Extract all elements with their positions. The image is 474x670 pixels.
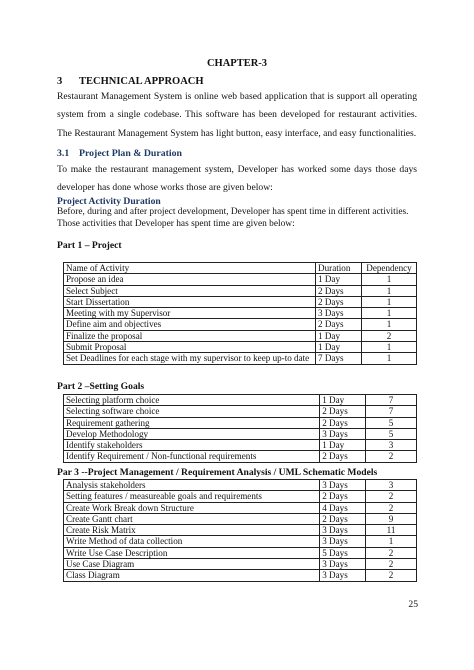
part2-table xyxy=(63,394,417,463)
table-row xyxy=(64,330,417,341)
duration-cell: 3 Days xyxy=(320,559,366,570)
activity-cell: Analysis stakeholders xyxy=(64,480,320,491)
subsection-title: Project Plan & Duration xyxy=(79,148,182,159)
dependency-cell: 2 xyxy=(366,451,417,462)
table-row xyxy=(64,296,417,307)
duration-cell: 3 Days xyxy=(320,570,366,581)
activity-cell: Create Gantt chart xyxy=(64,513,320,524)
duration-cell: 2 Days xyxy=(320,451,366,462)
dependency-cell: 2 xyxy=(362,330,417,341)
part3-table xyxy=(63,479,417,582)
activity-cell: Finalize the proposal xyxy=(64,330,316,341)
dependency-cell: 5 xyxy=(366,417,417,428)
duration-cell: 1 Day xyxy=(316,342,362,353)
table-row xyxy=(64,547,417,558)
section-number: 3 xyxy=(57,76,63,87)
duration-cell: 2 Days xyxy=(316,296,362,307)
duration-cell: 2 Days xyxy=(316,285,362,296)
activity-cell: Write Method of data collection xyxy=(64,536,320,547)
subsection-number: 3.1 xyxy=(57,148,70,159)
activity-cell: Selecting software choice xyxy=(64,406,320,417)
part1-heading: Part 1 – Project xyxy=(57,240,122,251)
duration-cell: 2 Days xyxy=(320,491,366,502)
subsection-heading xyxy=(57,148,182,159)
dependency-cell: 1 xyxy=(362,342,417,353)
activity-cell: Propose an idea xyxy=(64,274,316,285)
duration-cell: 5 Days xyxy=(320,547,366,558)
table-row xyxy=(64,428,417,439)
intro-paragraph: Restaurant Management System is online web based application that is support all operating system from a single codebase. This software has been developed for restaurant activities. The Restaurant Management System has light button, easy interface, and easy functionalities. xyxy=(57,91,417,139)
duration-cell: 3 Days xyxy=(320,428,366,439)
table-row xyxy=(64,308,417,319)
duration-cell: 3 Days xyxy=(320,536,366,547)
table-header-row xyxy=(64,263,417,274)
dependency-cell: 1 xyxy=(362,274,417,285)
duration-cell: 2 Days xyxy=(320,406,366,417)
dependency-cell: 1 xyxy=(362,353,417,364)
activity-cell: Submit Proposal xyxy=(64,342,316,353)
table-row xyxy=(64,480,417,491)
part1-table xyxy=(63,262,417,365)
table-row xyxy=(64,525,417,536)
activity-cell: Create Risk Matrix xyxy=(64,525,320,536)
header-activity: Name of Activity xyxy=(64,263,316,274)
duration-cell: 2 Days xyxy=(320,513,366,524)
activity-cell: Select Subject xyxy=(64,285,316,296)
table-row xyxy=(64,417,417,428)
table-row xyxy=(64,570,417,581)
table-row xyxy=(64,502,417,513)
activity-cell: Identify Requirement / Non-functional requirements xyxy=(64,451,320,462)
duration-cell: 2 Days xyxy=(320,417,366,428)
table-row xyxy=(64,285,417,296)
part3-table-body xyxy=(64,480,417,582)
table-row xyxy=(64,342,417,353)
header-dependency: Dependency xyxy=(362,263,417,274)
duration-cell: 1 Day xyxy=(316,330,362,341)
dependency-cell: 9 xyxy=(366,513,417,524)
dependency-cell: 2 xyxy=(366,502,417,513)
part2-heading: Part 2 –Setting Goals xyxy=(57,381,145,392)
dependency-cell: 5 xyxy=(366,428,417,439)
dependency-cell: 1 xyxy=(362,296,417,307)
table-row xyxy=(64,536,417,547)
table-row xyxy=(64,491,417,502)
table-row xyxy=(64,559,417,570)
part3-heading: Par 3 --Project Management / Requirement Analysis / UML Schematic Models xyxy=(57,467,378,478)
part1-table-body xyxy=(64,263,417,365)
dependency-cell: 1 xyxy=(362,308,417,319)
activity-cell: Identify stakeholders xyxy=(64,440,320,451)
page-number: 25 xyxy=(408,599,418,610)
dependency-cell: 1 xyxy=(366,536,417,547)
activity-cell: Meeting with my Supervisor xyxy=(64,308,316,319)
duration-cell: 3 Days xyxy=(320,525,366,536)
dependency-cell: 2 xyxy=(366,491,417,502)
activity-cell: Selecting platform choice xyxy=(64,395,320,406)
activity-cell: Class Diagram xyxy=(64,570,320,581)
duration-cell: 1 Day xyxy=(320,440,366,451)
activity-cell: Define aim and objectives xyxy=(64,319,316,330)
duration-cell: 7 Days xyxy=(316,353,362,364)
duration-cell: 1 Day xyxy=(316,274,362,285)
activity-paragraph: Before, during and after project development, Developer has spent time in different activities. Those activities that Developer has spent time are given below: xyxy=(57,207,409,229)
duration-cell: 3 Days xyxy=(320,480,366,491)
table-row xyxy=(64,451,417,462)
dependency-cell: 1 xyxy=(362,319,417,330)
duration-cell: 2 Days xyxy=(316,319,362,330)
section-heading xyxy=(57,76,204,87)
table-row xyxy=(64,395,417,406)
activity-cell: Requirement gathering xyxy=(64,417,320,428)
activity-cell: Write Use Case Description xyxy=(64,547,320,558)
dependency-cell: 7 xyxy=(366,406,417,417)
table-row xyxy=(64,274,417,285)
duration-cell: 3 Days xyxy=(316,308,362,319)
activity-cell: Create Work Break down Structure xyxy=(64,502,320,513)
table-row xyxy=(64,440,417,451)
dependency-cell: 2 xyxy=(366,547,417,558)
section-title: TECHNICAL APPROACH xyxy=(79,76,204,87)
dependency-cell: 11 xyxy=(366,525,417,536)
dependency-cell: 3 xyxy=(366,440,417,451)
activity-heading: Project Activity Duration xyxy=(57,196,161,207)
dependency-cell: 2 xyxy=(366,559,417,570)
header-duration: Duration xyxy=(316,263,362,274)
table-row xyxy=(64,319,417,330)
dependency-cell: 1 xyxy=(362,285,417,296)
part2-table-body xyxy=(64,395,417,463)
dependency-cell: 7 xyxy=(366,395,417,406)
duration-cell: 1 Day xyxy=(320,395,366,406)
table-row xyxy=(64,353,417,364)
dependency-cell: 3 xyxy=(366,480,417,491)
duration-cell: 4 Days xyxy=(320,502,366,513)
plan-paragraph: To make the restaurant management system, Developer has worked some days those days developer has done whose works those are given below: xyxy=(57,164,417,194)
chapter-title: CHAPTER-3 xyxy=(206,58,268,69)
activity-cell: Setting features / measureable goals and requirements xyxy=(64,491,320,502)
table-row xyxy=(64,406,417,417)
activity-cell: Start Dissertation xyxy=(64,296,316,307)
table-row xyxy=(64,513,417,524)
activity-cell: Use Case Diagram xyxy=(64,559,320,570)
activity-cell: Set Deadlines for each stage with my supervisor to keep up-to date xyxy=(64,353,316,364)
dependency-cell: 2 xyxy=(366,570,417,581)
activity-cell: Develop Methodology xyxy=(64,428,320,439)
